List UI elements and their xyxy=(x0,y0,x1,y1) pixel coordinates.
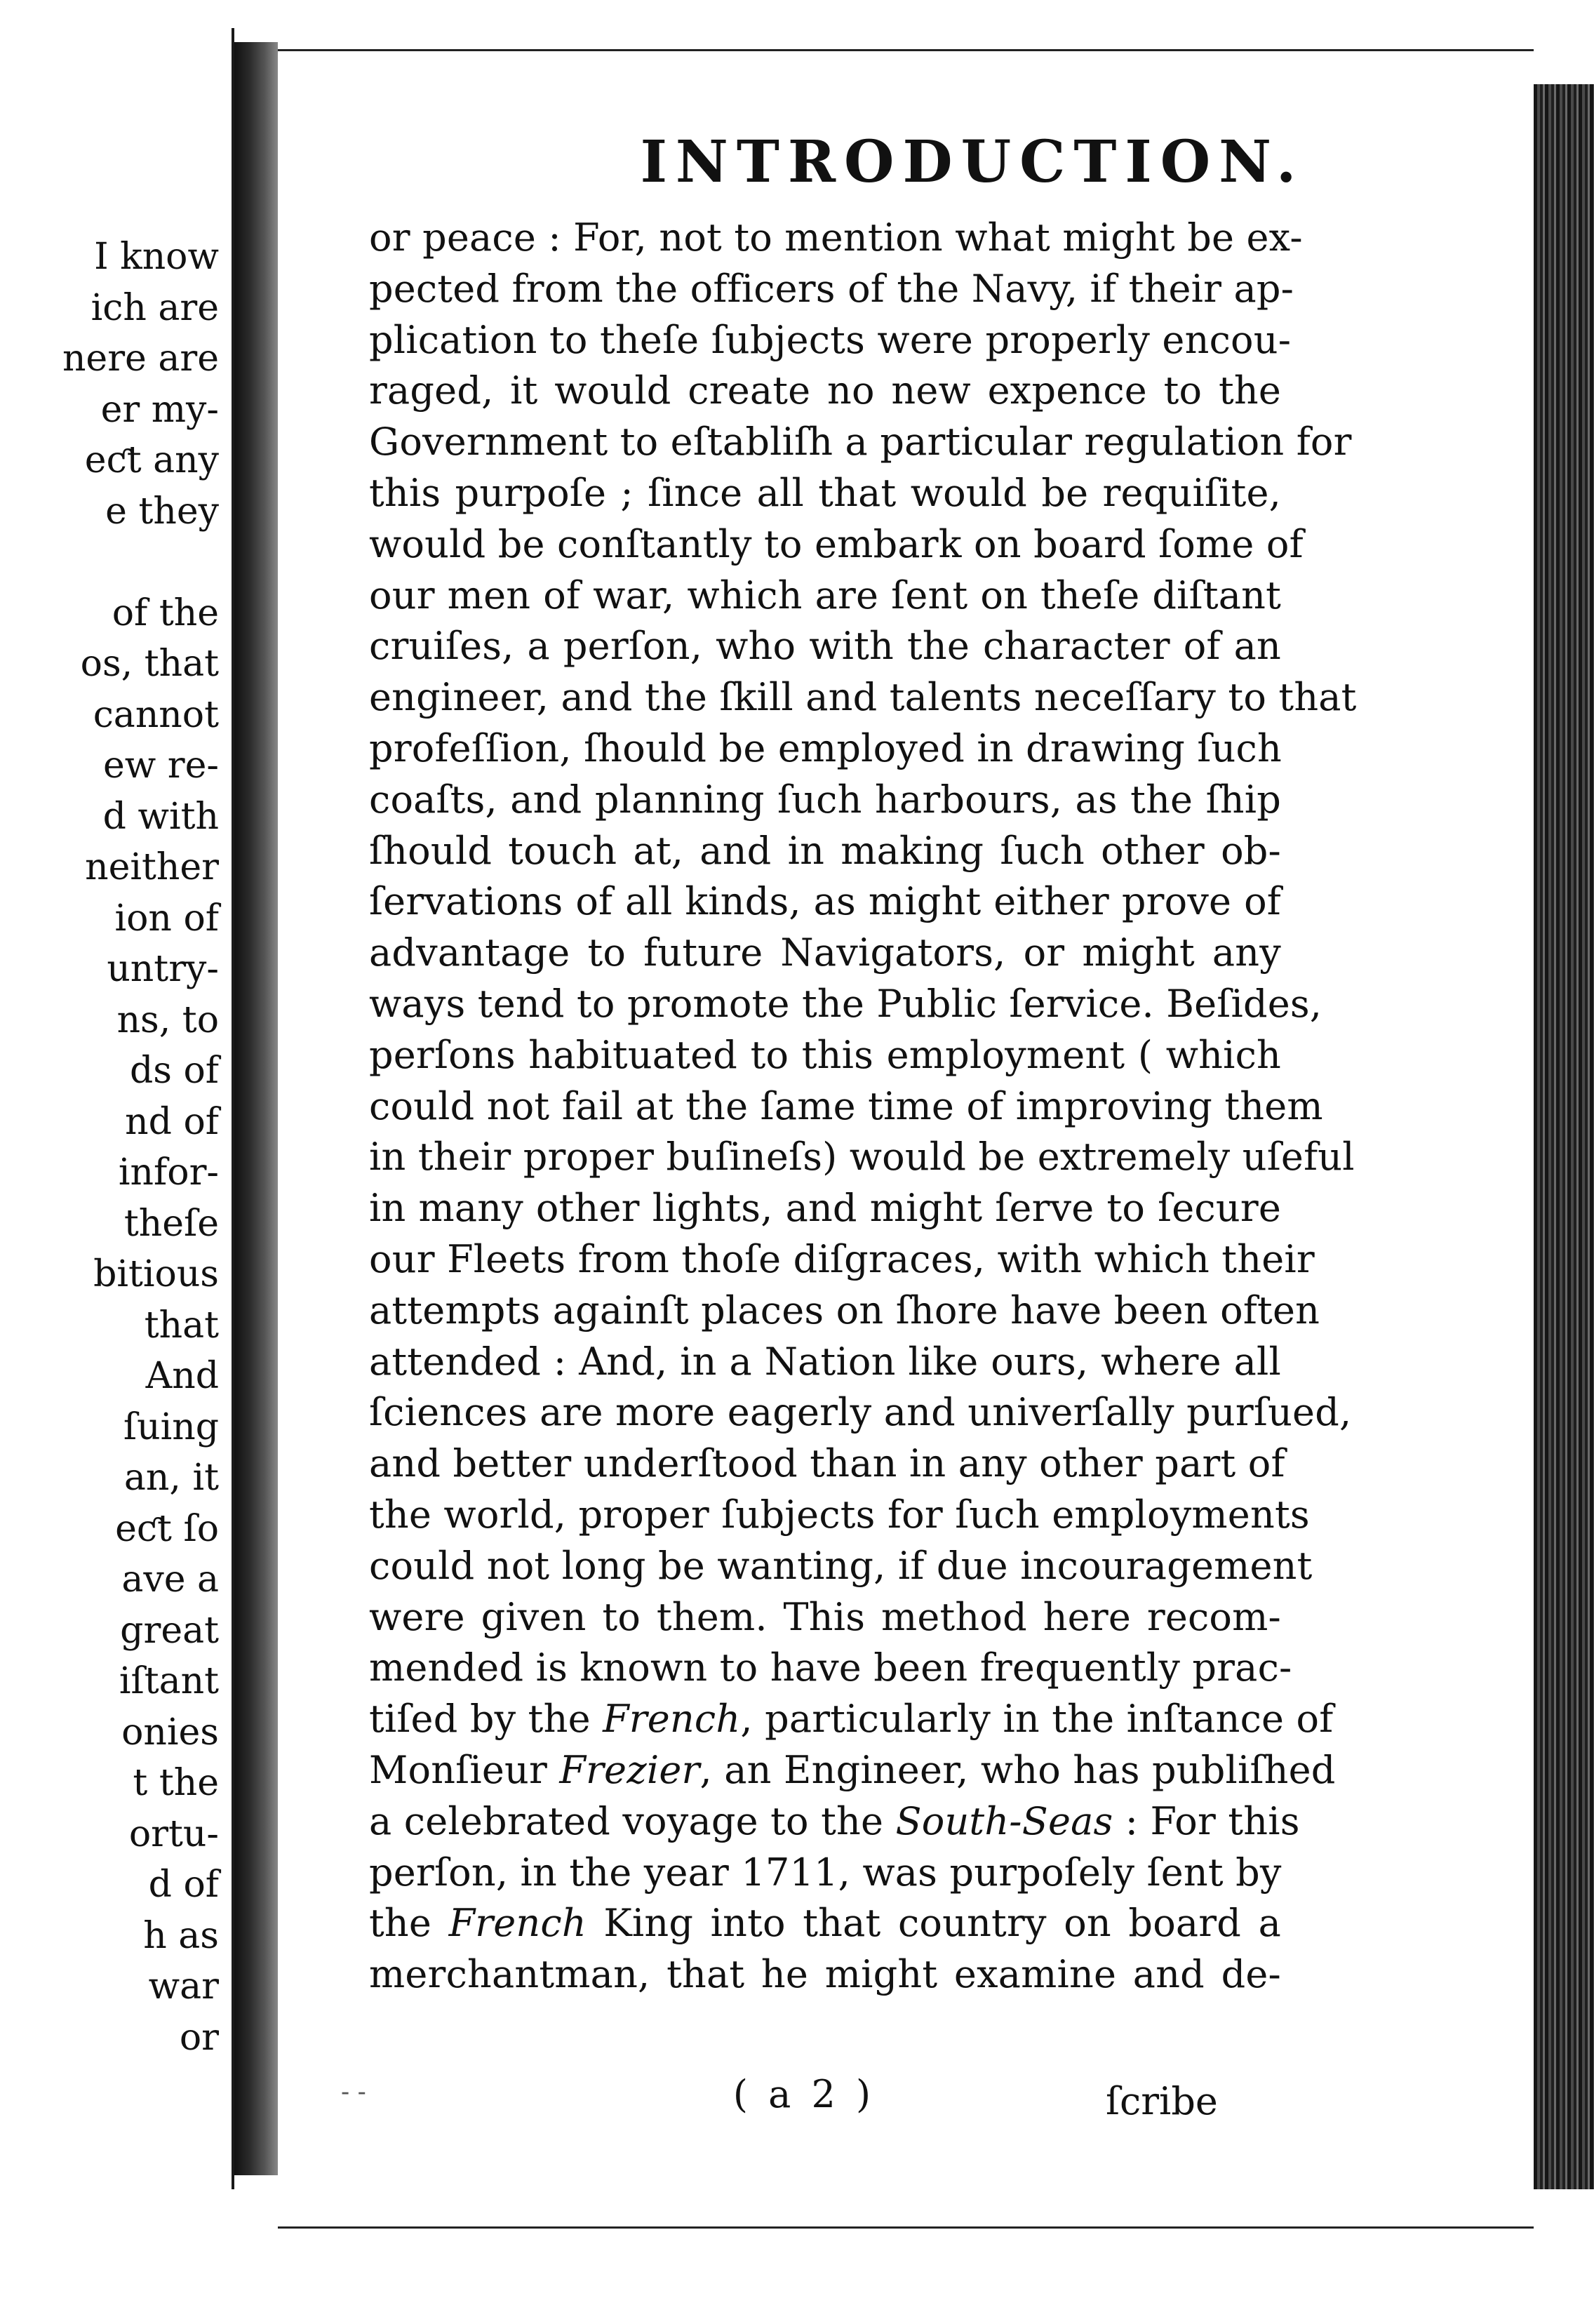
text-line: advantage to future Navigators, or might any xyxy=(369,930,1281,975)
text-line: profeſſion, ſhould be employed in drawing ſuch xyxy=(369,726,1282,770)
previous-page-line: And xyxy=(145,1355,219,1397)
previous-page-line: that xyxy=(144,1304,219,1347)
text-line: could not fail at the ſame time of improving them xyxy=(369,1083,1323,1128)
previous-page-line: bitious xyxy=(93,1253,219,1295)
running-head: INTRODUCTION. xyxy=(640,128,1305,196)
text-line: Government to eſtabliſh a particular regulation for xyxy=(369,420,1352,465)
text-line: plication to theſe ſubjects were properly encou- xyxy=(369,317,1292,362)
text-line: attended : And, in a Nation like ours, where all xyxy=(369,1339,1281,1384)
page-footer xyxy=(278,2072,1534,2128)
previous-page-line: ns, to xyxy=(116,999,219,1041)
previous-page-line: untry- xyxy=(107,948,219,990)
text-line: this purpoſe ; ſince all that would be requiſite, xyxy=(369,470,1281,515)
text-line: in their proper buſineſs) would be extremely uſeful xyxy=(369,1135,1355,1180)
catchword: ſcribe xyxy=(1106,2079,1218,2123)
previous-page-line: nere are xyxy=(62,338,219,380)
text-line: attempts againſt places on ſhore have been often xyxy=(369,1288,1320,1333)
text-line: ſciences are more eagerly and univerſally purſued, xyxy=(369,1390,1352,1435)
previous-page-line: war xyxy=(148,1965,219,2008)
signature-mark: ( a 2 ) xyxy=(732,2072,876,2116)
previous-page-line: e they xyxy=(105,490,219,533)
text-line: a celebrated voyage to the South-Seas : For this xyxy=(369,1798,1300,1843)
previous-page-line: onies xyxy=(121,1711,219,1754)
previous-page-line: h as xyxy=(143,1914,219,1957)
text-line: ſervations of all kinds, as might either prove of xyxy=(369,879,1281,924)
page-edges xyxy=(1534,84,1594,2189)
previous-page-fragment xyxy=(0,28,234,2189)
previous-page-line: ortu- xyxy=(128,1812,219,1855)
text-line: pected from the officers of the Navy, if their ap- xyxy=(369,266,1294,311)
text-line: our Fleets from thoſe diſgraces, with which their xyxy=(369,1236,1315,1281)
text-line: engineer, and the ſkill and talents neceſſary to that xyxy=(369,675,1357,720)
text-line: perſon, in the year 1711, was purpoſely ſent by xyxy=(369,1850,1282,1895)
previous-page-line: or xyxy=(179,2016,219,2059)
text-line: ſhould touch at, and in making ſuch other ob- xyxy=(369,828,1281,873)
text-line: were given to them. This method here recom- xyxy=(369,1594,1281,1639)
previous-page-line: infor- xyxy=(118,1151,219,1194)
previous-page-line: d with xyxy=(102,795,219,838)
previous-page-line: eƈt any xyxy=(84,439,219,481)
text-line: perſons habituated to this employment ( which xyxy=(369,1032,1281,1077)
text-line: could not long be wanting, if due incouragement xyxy=(369,1543,1313,1588)
previous-page-line: er my- xyxy=(100,388,219,431)
previous-page-line: cannot xyxy=(93,693,219,736)
text-line: mended is known to have been frequently prac- xyxy=(369,1645,1292,1690)
previous-page-line: neither xyxy=(85,846,219,888)
text-line: ways tend to promote the Public ſervice. Beſides, xyxy=(369,981,1322,1026)
text-line: tiſed by the French, particularly in the inſtance of xyxy=(369,1697,1334,1742)
previous-page-line: ds of xyxy=(129,1050,219,1092)
previous-page-line: iſtant xyxy=(119,1660,219,1702)
previous-page-line: d of xyxy=(148,1864,219,1906)
previous-page-line: ſuing xyxy=(123,1405,219,1448)
previous-page-line: ew re- xyxy=(102,744,219,787)
previous-page-line: os, that xyxy=(80,643,219,685)
body-text xyxy=(369,213,1357,2001)
previous-page-line: nd of xyxy=(125,1100,219,1143)
text-line: Monſieur Frezier, an Engineer, who has publiſhed xyxy=(369,1747,1336,1792)
text-line: in many other lights, and might ſerve to ſecure xyxy=(369,1186,1281,1231)
previous-page-line: theſe xyxy=(123,1202,219,1245)
text-line: would be conſtantly to embark on board ſome of xyxy=(369,521,1304,566)
previous-page-line: t the xyxy=(133,1762,219,1804)
previous-page-line: an, it xyxy=(123,1457,219,1499)
book-page xyxy=(278,49,1534,2229)
text-line: our men of war, which are ſent on theſe diſtant xyxy=(369,573,1281,617)
margin-mark: - - xyxy=(341,2078,366,2106)
text-line: and better underſtood than in any other part of xyxy=(369,1441,1285,1486)
text-line: the world, proper ſubjects for ſuch employments xyxy=(369,1492,1310,1537)
previous-page-line: ion of xyxy=(114,897,219,940)
text-line: merchantman, that he might examine and de- xyxy=(369,1952,1281,1997)
text-line: or peace : For, not to mention what might be ex- xyxy=(369,215,1303,260)
text-line: the French King into that country on board a xyxy=(369,1901,1282,1946)
text-line: coaſts, and planning ſuch harbours, as the ſhip xyxy=(369,777,1281,822)
book-gutter xyxy=(234,42,278,2175)
previous-page-line: I know xyxy=(94,236,219,278)
text-line: cruiſes, a perſon, who with the character of an xyxy=(369,624,1281,669)
text-line: raged, it would create no new expence to the xyxy=(369,368,1281,413)
previous-page-line: ich are xyxy=(91,286,219,329)
previous-page-line: ave a xyxy=(121,1558,219,1601)
previous-page-line: great xyxy=(120,1609,219,1652)
previous-page-line: of the xyxy=(112,592,219,634)
previous-page-line: eƈt ſo xyxy=(115,1507,219,1550)
